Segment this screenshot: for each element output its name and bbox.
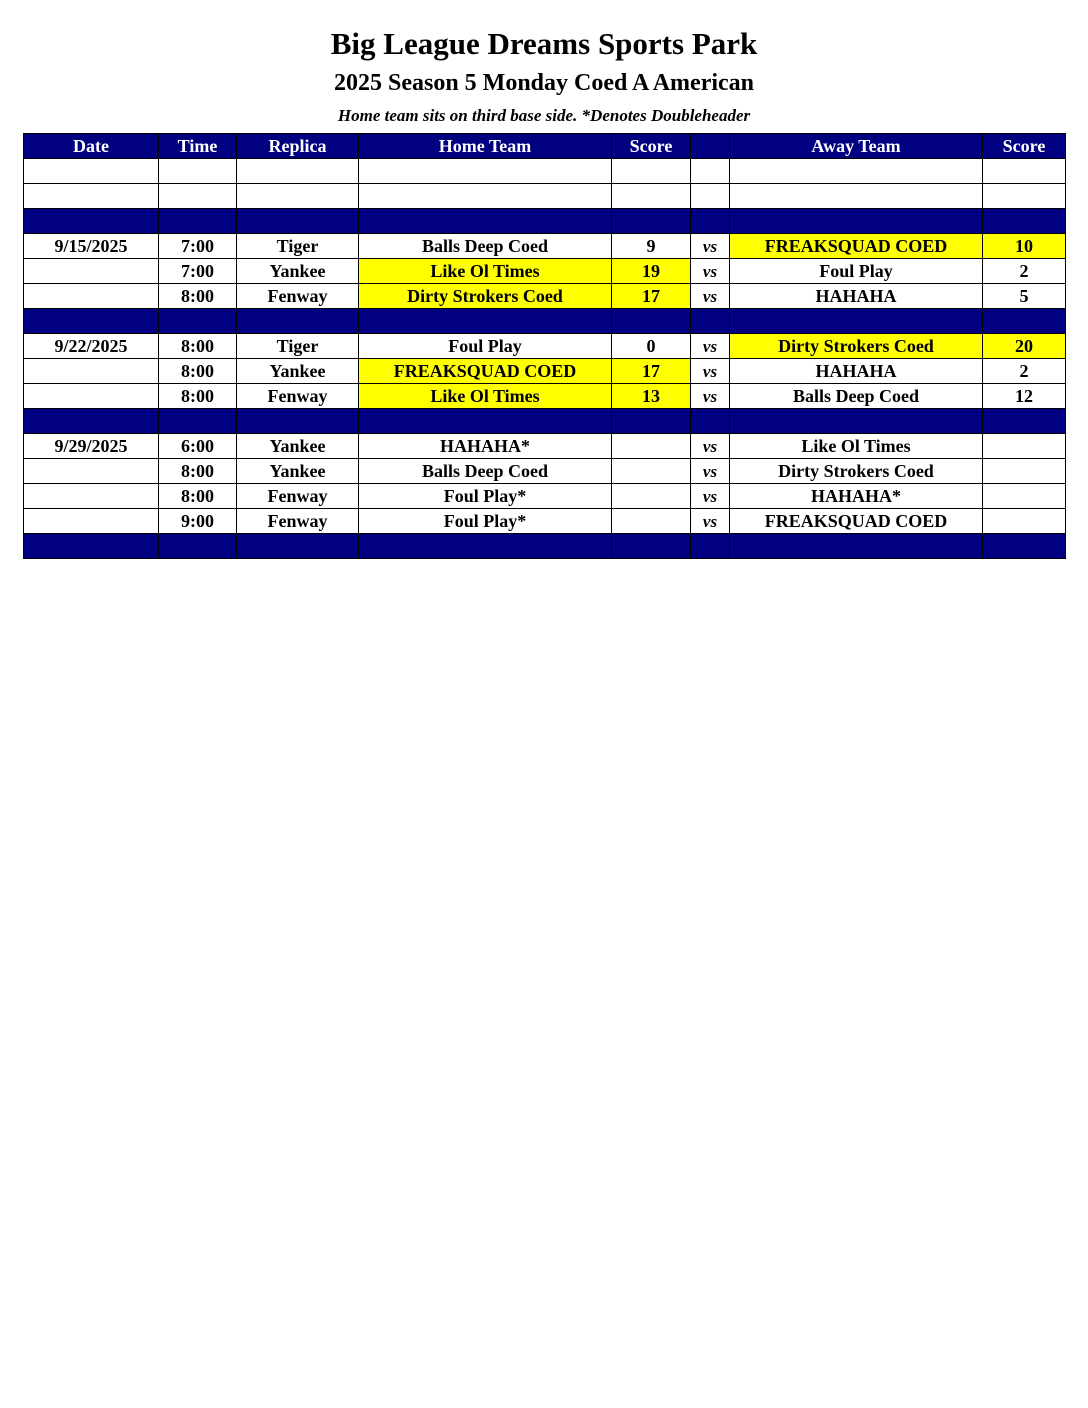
table-row [24,459,1066,484]
replica-cell [237,209,359,234]
vs-cell: vs [691,334,730,359]
home-team-cell: Foul Play* [359,509,612,534]
away-team-cell [730,184,983,209]
vs-cell: vs [691,259,730,284]
replica-cell: Yankee [237,434,359,459]
away-team-cell: HAHAHA* [730,484,983,509]
home-score-cell [612,209,691,234]
replica-cell [237,309,359,334]
separator-row [24,209,1066,234]
away-team-cell [730,409,983,434]
away-team-cell: FREAKSQUAD COED [730,234,983,259]
time-cell: 8:00 [159,459,237,484]
page-title: Big League Dreams Sports Park [330,26,758,61]
vs-cell: vs [691,284,730,309]
vs-cell: vs [691,384,730,409]
replica-cell [237,159,359,184]
vs-cell: vs [691,234,730,259]
home-score-cell [612,534,691,559]
replica-cell: Fenway [237,484,359,509]
away-team-cell: HAHAHA [730,359,983,384]
time-cell: 8:00 [159,384,237,409]
table-row [24,359,1066,384]
home-team-cell: FREAKSQUAD COED [359,359,612,384]
away-score-cell: 10 [983,234,1066,259]
home-team-cell [359,409,612,434]
home-team-cell: Dirty Strokers Coed [359,284,612,309]
table-row [24,384,1066,409]
separator-row [24,409,1066,434]
time-cell: 9:00 [159,509,237,534]
date-cell [24,359,159,384]
time-cell [159,309,237,334]
home-team-cell [359,184,612,209]
home-team-cell [359,309,612,334]
away-team-cell: Balls Deep Coed [730,384,983,409]
vs-cell: vs [691,509,730,534]
away-team-cell: FREAKSQUAD COED [730,509,983,534]
col-header-away-team: Away Team [730,134,983,159]
home-score-cell: 17 [612,359,691,384]
vs-cell [691,309,730,334]
away-score-cell [983,209,1066,234]
col-header-home-team: Home Team [359,134,612,159]
home-team-cell: Balls Deep Coed [359,459,612,484]
date-cell [24,384,159,409]
date-cell: 9/22/2025 [24,334,159,359]
home-score-cell [612,509,691,534]
home-score-cell [612,484,691,509]
col-header-away-score: Score [983,134,1066,159]
table-row [24,484,1066,509]
home-score-cell: 19 [612,259,691,284]
home-score-cell: 13 [612,384,691,409]
vs-cell: vs [691,434,730,459]
col-header-time: Time [159,134,237,159]
replica-cell: Yankee [237,259,359,284]
col-header-replica: Replica [237,134,359,159]
away-team-cell [730,534,983,559]
away-team-cell [730,209,983,234]
time-cell: 8:00 [159,284,237,309]
home-team-cell [359,209,612,234]
replica-cell [237,534,359,559]
time-cell: 7:00 [159,234,237,259]
away-team-cell: Foul Play [730,259,983,284]
home-score-cell [612,309,691,334]
col-header-date: Date [24,134,159,159]
home-score-cell [612,434,691,459]
away-team-cell: Dirty Strokers Coed [730,334,983,359]
replica-cell [237,409,359,434]
date-cell [24,309,159,334]
vs-cell: vs [691,359,730,384]
home-score-cell: 17 [612,284,691,309]
home-team-cell [359,534,612,559]
vs-cell [691,209,730,234]
replica-cell [237,184,359,209]
away-score-cell [983,434,1066,459]
time-cell [159,409,237,434]
away-score-cell [983,184,1066,209]
col-header-vs [691,134,730,159]
schedule-body [24,159,1066,559]
schedule-table [23,133,1066,559]
date-cell [24,484,159,509]
date-cell [24,184,159,209]
table-row [24,234,1066,259]
table-row [24,259,1066,284]
table-row [24,434,1066,459]
replica-cell: Tiger [237,334,359,359]
away-score-cell [983,159,1066,184]
time-cell: 8:00 [159,484,237,509]
time-cell [159,534,237,559]
home-score-cell [612,184,691,209]
home-score-cell [612,409,691,434]
away-team-cell [730,309,983,334]
table-row [24,509,1066,534]
schedule-note: Home team sits on third base side. *Denotes Doubleheader [337,106,751,125]
away-team-cell: Dirty Strokers Coed [730,459,983,484]
col-header-home-score: Score [612,134,691,159]
vs-cell [691,159,730,184]
vs-cell: vs [691,484,730,509]
table-row [24,284,1066,309]
away-score-cell [983,459,1066,484]
table-row [24,334,1066,359]
home-team-cell: Balls Deep Coed [359,234,612,259]
time-cell: 8:00 [159,359,237,384]
away-team-cell [730,159,983,184]
away-score-cell: 2 [983,259,1066,284]
table-header-row [24,134,1066,159]
away-score-cell [983,309,1066,334]
home-score-cell [612,459,691,484]
vs-cell [691,534,730,559]
replica-cell: Fenway [237,384,359,409]
replica-cell: Fenway [237,284,359,309]
blank-row [24,184,1066,209]
replica-cell: Yankee [237,459,359,484]
date-cell: 9/29/2025 [24,434,159,459]
replica-cell: Tiger [237,234,359,259]
date-cell [24,409,159,434]
away-score-cell [983,484,1066,509]
replica-cell: Yankee [237,359,359,384]
date-cell [24,509,159,534]
time-cell [159,159,237,184]
home-team-cell [359,159,612,184]
date-cell [24,159,159,184]
away-score-cell: 2 [983,359,1066,384]
away-team-cell: Like Ol Times [730,434,983,459]
away-score-cell: 5 [983,284,1066,309]
away-score-cell: 12 [983,384,1066,409]
time-cell: 7:00 [159,259,237,284]
home-team-cell: Like Ol Times [359,259,612,284]
away-score-cell [983,509,1066,534]
time-cell: 6:00 [159,434,237,459]
away-team-cell: HAHAHA [730,284,983,309]
home-team-cell: Foul Play* [359,484,612,509]
separator-row [24,534,1066,559]
date-cell [24,209,159,234]
home-team-cell: Foul Play [359,334,612,359]
vs-cell [691,184,730,209]
away-score-cell: 20 [983,334,1066,359]
page-subtitle: 2025 Season 5 Monday Coed A American [333,70,755,96]
time-cell [159,209,237,234]
time-cell [159,184,237,209]
replica-cell: Fenway [237,509,359,534]
away-score-cell [983,534,1066,559]
vs-cell [691,409,730,434]
home-score-cell [612,159,691,184]
vs-cell: vs [691,459,730,484]
date-cell [24,459,159,484]
home-team-cell: HAHAHA* [359,434,612,459]
blank-row [24,159,1066,184]
home-team-cell: Like Ol Times [359,384,612,409]
home-score-cell: 0 [612,334,691,359]
home-score-cell: 9 [612,234,691,259]
date-cell [24,284,159,309]
away-score-cell [983,409,1066,434]
date-cell [24,259,159,284]
date-cell [24,534,159,559]
separator-row [24,309,1066,334]
date-cell: 9/15/2025 [24,234,159,259]
time-cell: 8:00 [159,334,237,359]
